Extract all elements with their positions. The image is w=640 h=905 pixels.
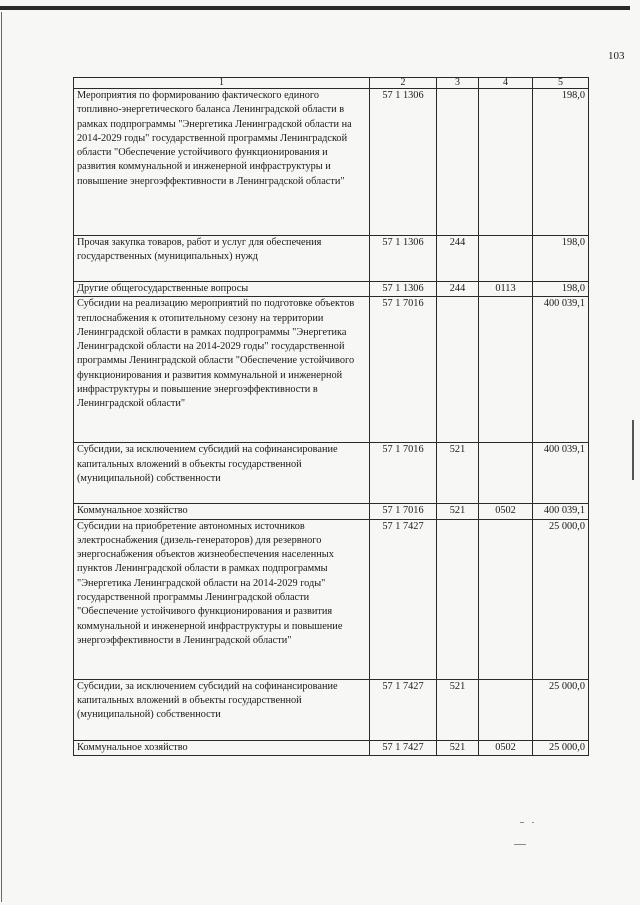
- scan-speck: [520, 822, 524, 823]
- row-expense-type: [437, 519, 479, 679]
- row-section: [479, 297, 533, 443]
- row-section: 0113: [479, 282, 533, 297]
- header-col-4: 4: [479, 78, 533, 89]
- row-target-code: 57 1 7016: [370, 443, 437, 504]
- row-expense-type: 244: [437, 236, 479, 282]
- budget-table: [73, 77, 589, 756]
- row-amount: 198,0: [533, 89, 589, 236]
- table-row: [74, 443, 589, 504]
- table-row: [74, 679, 589, 740]
- header-col-1: 1: [74, 78, 370, 89]
- row-expense-type: 521: [437, 504, 479, 519]
- header-row: [74, 78, 589, 89]
- top-border-rule: [0, 6, 630, 10]
- table-row: [74, 282, 589, 297]
- row-section: [479, 519, 533, 679]
- row-target-code: 57 1 7016: [370, 504, 437, 519]
- row-amount: 25 000,0: [533, 740, 589, 755]
- right-page-mark: [632, 420, 634, 480]
- page-number: 103: [608, 50, 625, 62]
- row-expense-type: 521: [437, 679, 479, 740]
- table-row: [74, 89, 589, 236]
- row-target-code: 57 1 7016: [370, 297, 437, 443]
- row-target-code: 57 1 1306: [370, 236, 437, 282]
- row-amount: 400 039,1: [533, 504, 589, 519]
- row-amount: 25 000,0: [533, 519, 589, 679]
- row-amount: 400 039,1: [533, 297, 589, 443]
- row-name: Субсидии, за исключением субсидий на софинансирование капитальных вложений в объекты государственной (муниципальной) собственности: [74, 443, 370, 504]
- table-row: [74, 236, 589, 282]
- header-col-3: 3: [437, 78, 479, 89]
- row-section: [479, 236, 533, 282]
- table-row: [74, 519, 589, 679]
- table-row: [74, 504, 589, 519]
- row-section: [479, 89, 533, 236]
- header-col-5: 5: [533, 78, 589, 89]
- row-name: Коммунальное хозяйство: [74, 740, 370, 755]
- row-section: [479, 443, 533, 504]
- row-name: Субсидии на приобретение автономных источников электроснабжения (дизель-генераторов) для резервного энергоснабжения объектов жизнеобеспечения населенных пунктов Ленинградской области в рамках подпрограммы "Энергетика Ленинградской области на 2014-2029 годы" государственной программы Ленинградской области "Обеспечение устойчивого функционирования и развития коммунальной и инженерной инфраструктуры и повышение энергоэффективности в Ленинградской области": [74, 519, 370, 679]
- row-expense-type: [437, 297, 479, 443]
- left-page-edge: [1, 12, 2, 902]
- row-name: Субсидии на реализацию мероприятий по подготовке объектов теплоснабжения к отопительному сезону на территории Ленинградской области в рамках подпрограммы "Энергетика Ленинградской области на 2014-2029 годы" государственной программы Ленинградской области "Обеспечение устойчивого функционирования и развития коммунальной и инженерной инфраструктуры и повышение энергоэффективности в Ленинградской области": [74, 297, 370, 443]
- row-name: Мероприятия по формированию фактического единого топливно-энергетического баланса Ленинградской области в рамках подпрограммы "Энергетика Ленинградской области на 2014-2029 годы" государственной программы Ленинградской области "Обеспечение устойчивого функционирования и развития коммунальной и инженерной инфраструктуры и повышение энергоэффективности в Ленинградской области": [74, 89, 370, 236]
- row-target-code: 57 1 7427: [370, 679, 437, 740]
- row-section: 0502: [479, 740, 533, 755]
- row-name: Коммунальное хозяйство: [74, 504, 370, 519]
- row-amount: 400 039,1: [533, 443, 589, 504]
- row-expense-type: [437, 89, 479, 236]
- row-amount: 198,0: [533, 236, 589, 282]
- row-target-code: 57 1 7427: [370, 740, 437, 755]
- table-row: [74, 740, 589, 755]
- row-name: Субсидии, за исключением субсидий на софинансирование капитальных вложений в объекты государственной (муниципальной) собственности: [74, 679, 370, 740]
- row-expense-type: 521: [437, 443, 479, 504]
- row-expense-type: 521: [437, 740, 479, 755]
- row-section: 0502: [479, 504, 533, 519]
- row-name: Другие общегосударственные вопросы: [74, 282, 370, 297]
- header-col-2: 2: [370, 78, 437, 89]
- row-name: Прочая закупка товаров, работ и услуг для обеспечения государственных (муниципальных) нужд: [74, 236, 370, 282]
- scan-speck: [532, 822, 534, 823]
- row-expense-type: 244: [437, 282, 479, 297]
- scan-speck: [514, 844, 526, 845]
- row-target-code: 57 1 1306: [370, 89, 437, 236]
- row-target-code: 57 1 1306: [370, 282, 437, 297]
- row-section: [479, 679, 533, 740]
- row-amount: 198,0: [533, 282, 589, 297]
- row-amount: 25 000,0: [533, 679, 589, 740]
- table-row: [74, 297, 589, 443]
- row-target-code: 57 1 7427: [370, 519, 437, 679]
